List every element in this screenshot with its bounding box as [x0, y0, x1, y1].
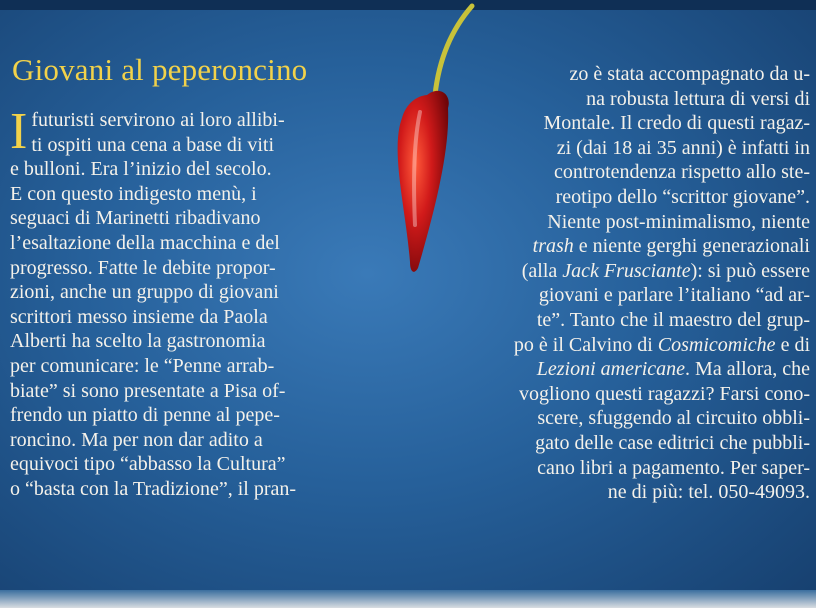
text-line: vogliono questi ragazzi? Farsi cono-: [518, 382, 810, 405]
text-line: zo è stata accompagnato da u-: [569, 63, 810, 85]
text-line: per comunicare: le “Penne arrab-: [10, 354, 275, 377]
text-line: [460, 259, 810, 284]
text-line: scere, sfuggendo al circuito obbli-: [537, 407, 810, 430]
text-line: na robusta lettura di versi di: [586, 87, 810, 110]
text-line: o “basta con la Tradizione”, il pran-: [10, 477, 297, 500]
text-segment: (alla: [521, 259, 563, 282]
text-line: e bulloni. Era l’inizio del secolo.: [10, 158, 272, 181]
text-line: equivoci tipo “abbasso la Cultura”: [10, 453, 286, 476]
bottom-border: [0, 590, 816, 608]
right-column: [460, 62, 810, 505]
text-line: roncino. Ma per non dar adito a: [10, 428, 263, 451]
article-title: Giovani al peperoncino: [12, 52, 308, 87]
text-line: Alberti ha scelto la gastronomia: [10, 330, 266, 353]
text-segment: e di: [775, 333, 810, 356]
text-line: ne di più: tel. 050-49093.: [607, 481, 810, 504]
text-line: scrittori messo insieme da Paola: [10, 305, 268, 328]
text-line: [460, 357, 810, 382]
italic-text: Lezioni americane: [536, 358, 686, 381]
text-segment: po è il Calvino di: [513, 333, 658, 356]
text-line: cano libri a pagamento. Per saper-: [537, 456, 810, 479]
text-line: zi (dai 18 ai 35 anni) è infatti in: [556, 136, 810, 159]
drop-cap: I: [10, 103, 28, 160]
text-line: zioni, anche un gruppo di giovani: [10, 281, 279, 304]
text-line: frendo un piatto di penne al pepe-: [10, 404, 280, 427]
italic-text: trash: [532, 235, 574, 258]
text-line: [460, 234, 810, 259]
text-line: giovani e parlare l’italiano “ad ar-: [538, 284, 810, 307]
text-line: progresso. Fatte le debite propor-: [10, 256, 276, 279]
text-line: ti ospiti una cena a base di viti: [31, 133, 275, 156]
text-line: l’esaltazione della macchina e del: [10, 231, 280, 254]
text-line: [460, 333, 810, 358]
text-line: gato delle case editrici che pubbli-: [535, 431, 810, 454]
text-line: Montale. Il credo di questi ragaz-: [543, 112, 810, 135]
text-line: biate” si sono presentate a Pisa of-: [10, 379, 286, 402]
italic-text: Cosmicomiche: [657, 333, 776, 356]
italic-text: Jack Frusciante: [562, 259, 691, 282]
text-line: Niente post-minimalismo, niente: [547, 210, 810, 233]
text-line: reotipo dello “scrittor giovane”.: [555, 185, 810, 208]
text-line: futuristi servirono ai loro allibi-: [31, 109, 285, 131]
left-column: [10, 103, 400, 502]
text-segment: e niente gerghi generazionali: [573, 235, 810, 258]
text-line: controtendenza rispetto allo ste-: [553, 161, 810, 184]
text-line: seguaci di Marinetti ribadivano: [10, 207, 261, 230]
text-line: E con questo indigesto menù, i: [10, 182, 257, 205]
text-line: te”. Tanto che il maestro del grup-: [536, 308, 810, 331]
text-segment: . Ma allora, che: [685, 358, 810, 381]
text-segment: ): si può essere: [690, 259, 810, 282]
